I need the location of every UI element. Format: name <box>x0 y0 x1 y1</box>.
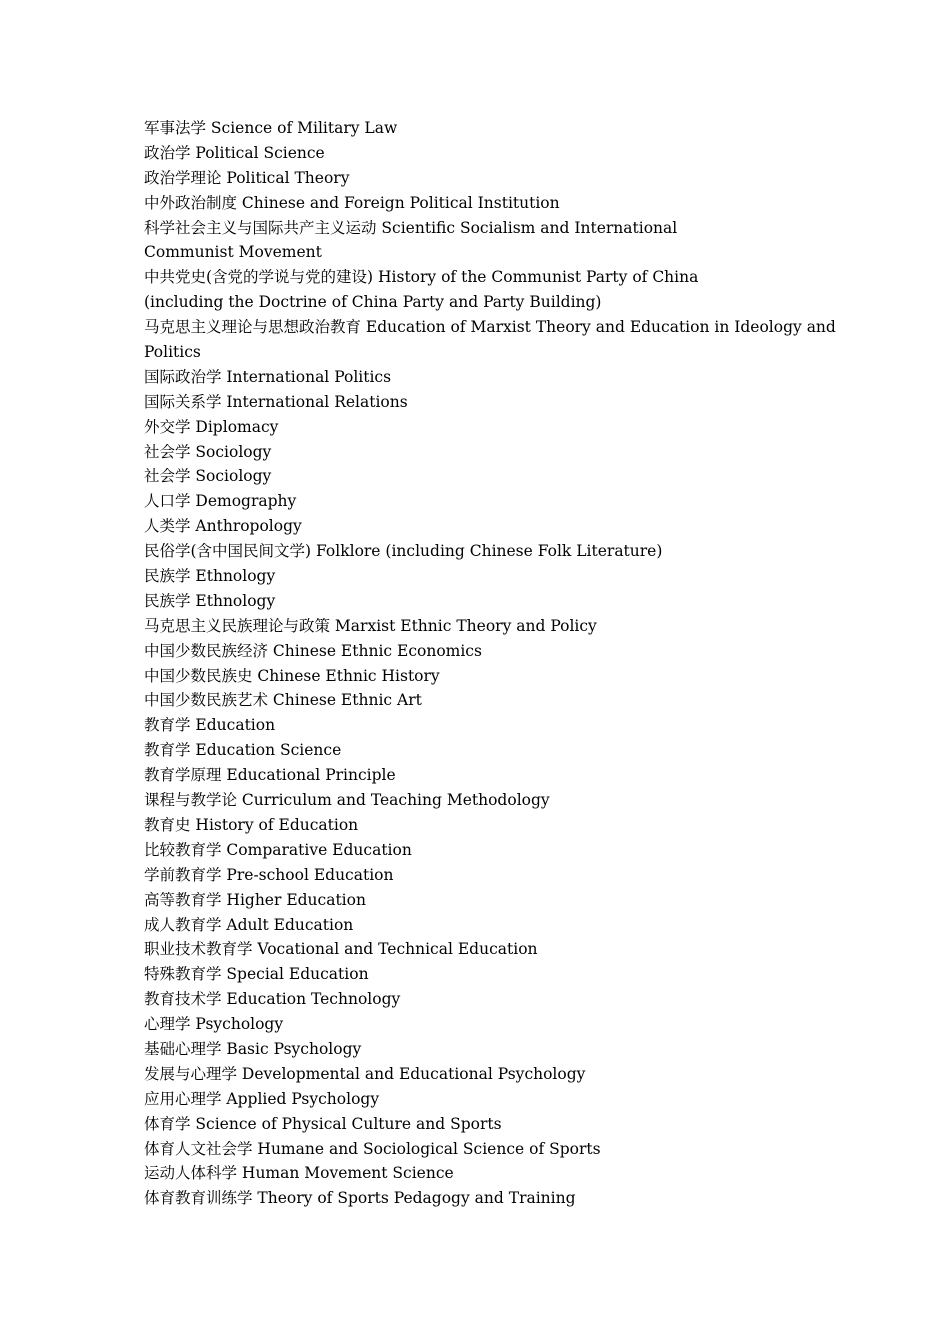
text-line: 马克思主义理论与思想政治教育 Education of Marxist Theory and Education in Ideology and <box>144 318 836 337</box>
text-line: 体育教育训练学 Theory of Sports Pedagogy and Training <box>144 1189 576 1208</box>
text-line: 外交学 Diplomacy <box>144 417 279 436</box>
text-line: 社会学 Sociology <box>144 442 272 461</box>
text-line: 国际政治学 International Politics <box>144 367 392 386</box>
text-line: (including the Doctrine of China Party and Party Building) <box>144 293 602 312</box>
text-line: 职业技术教育学 Vocational and Technical Education <box>144 940 538 959</box>
text-line: 军事法学 Science of Military Law <box>144 119 398 137</box>
text-line: 基础心理学 Basic Psychology <box>144 1039 362 1058</box>
text-line: 中国少数民族经济 Chinese Ethnic Economics <box>144 641 482 660</box>
text-line: 民族学 Ethnology <box>144 567 276 586</box>
text-line: 比较教育学 Comparative Education <box>144 840 412 859</box>
text-line: Communist Movement <box>144 243 322 262</box>
text-line: 特殊教育学 Special Education <box>144 965 369 984</box>
text-line: 政治学 Political Science <box>144 143 325 162</box>
text-line: 教育史 History of Education <box>144 815 359 834</box>
text-line: 政治学理论 Political Theory <box>144 168 350 187</box>
text-line: Politics <box>144 343 201 362</box>
text-line: 教育学 Education Science <box>144 741 342 760</box>
text-line: 中国少数民族史 Chinese Ethnic History <box>144 666 440 685</box>
text-line: 教育学原理 Educational Principle <box>144 766 396 785</box>
text-line: 国际关系学 International Relations <box>144 392 408 411</box>
text-line: 课程与教学论 Curriculum and Teaching Methodology <box>144 791 550 810</box>
text-line: 科学社会主义与国际共产主义运动 Scientific Socialism and International <box>144 218 678 237</box>
text-line: 中共党史(含党的学说与党的建设) History of the Communist Party of China <box>144 268 699 287</box>
text-line: 民俗学(含中国民间文学) Folklore (including Chinese Folk Literature) <box>144 542 663 561</box>
text-line: 体育人文社会学 Humane and Sociological Science of Sports <box>144 1139 601 1158</box>
text-line: 运动人体科学 Human Movement Science <box>144 1164 454 1183</box>
text-line: 学前教育学 Pre-school Education <box>144 865 394 884</box>
text-line: 人类学 Anthropology <box>144 517 302 536</box>
text-line: 社会学 Sociology <box>144 467 272 486</box>
text-line: 心理学 Psychology <box>144 1015 284 1034</box>
text-line: 成人教育学 Adult Education <box>144 915 354 934</box>
text-line: 中国少数民族艺术 Chinese Ethnic Art <box>144 691 422 710</box>
text-line: 应用心理学 Applied Psychology <box>144 1089 380 1108</box>
text-line: 马克思主义民族理论与政策 Marxist Ethnic Theory and Policy <box>144 616 597 635</box>
document-body <box>144 116 836 1211</box>
text-line: 教育学 Education <box>144 716 276 735</box>
text-line: 中外政治制度 Chinese and Foreign Political Institution <box>144 193 560 212</box>
text-line: 发展与心理学 Developmental and Educational Psychology <box>144 1064 586 1083</box>
text-line: 高等教育学 Higher Education <box>144 890 366 909</box>
text-line: 教育技术学 Education Technology <box>144 990 401 1009</box>
text-line: 体育学 Science of Physical Culture and Sports <box>144 1114 502 1133</box>
text-line: 人口学 Demography <box>144 492 297 511</box>
text-line: 民族学 Ethnology <box>144 591 276 610</box>
